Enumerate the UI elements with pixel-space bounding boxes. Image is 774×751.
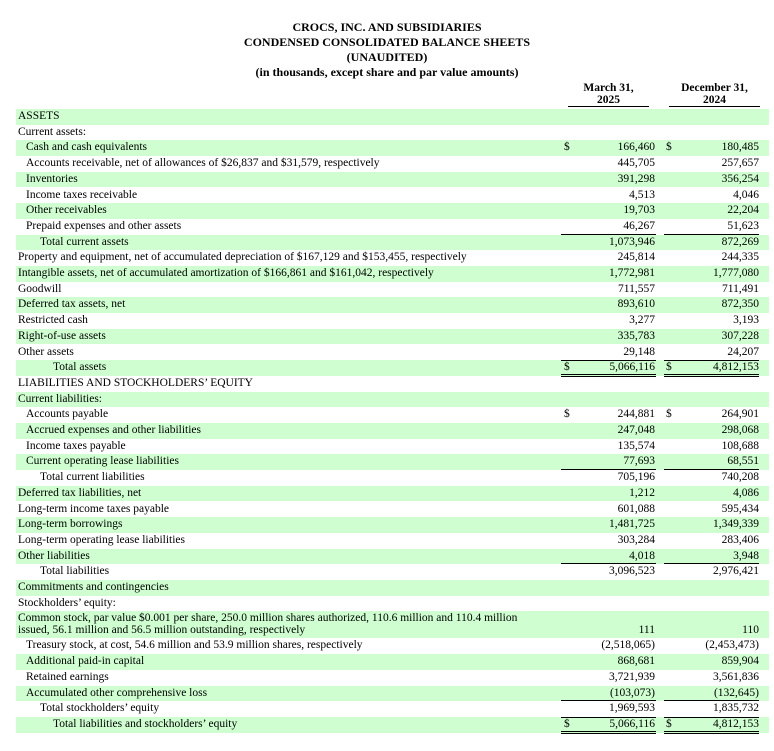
value-march-2025: 3,096,523 (609, 565, 655, 578)
table-row (16, 109, 769, 125)
value-march-2025: 3,721,939 (609, 670, 655, 683)
value-december-2024: 872,269 (721, 235, 759, 248)
value-march-2025: (2,518,065) (601, 639, 655, 652)
statement-header (0, 0, 774, 80)
value-december-2024: 4,086 (733, 486, 759, 499)
column-header-line: 2024 (703, 94, 726, 106)
row-label: Treasury stock, at cost, 54.6 million and 53.9 million shares, respectively (26, 639, 363, 652)
table-row (16, 250, 769, 266)
value-december-2024: 1,835,732 (713, 702, 759, 715)
value-march-2025: 77,693 (623, 455, 655, 468)
row-label: Accounts payable (26, 408, 109, 421)
table-row (16, 580, 769, 596)
row-label: Current operating lease liabilities (26, 455, 179, 468)
subtotal-rule (664, 360, 759, 361)
table-row (16, 701, 769, 717)
table-row (16, 611, 769, 638)
value-march-2025: 1,772,981 (609, 267, 655, 279)
value-december-2024: 257,657 (721, 157, 759, 170)
currency-symbol: $ (666, 717, 672, 730)
column-header-line: December 31, (681, 82, 748, 94)
value-march-2025: 303,284 (617, 533, 655, 546)
value-december-2024: (2,453,473) (705, 639, 759, 652)
table-row (16, 172, 769, 188)
row-label: Stockholders’ equity: (18, 596, 116, 609)
row-label: Property and equipment, net of accumulated depreciation of $167,129 and $153,455, respectively (18, 251, 467, 264)
table-row (16, 454, 769, 470)
row-label: Right-of-use assets (18, 329, 106, 342)
value-december-2024: 1,349,339 (713, 518, 759, 531)
table-row (16, 407, 769, 423)
value-march-2025: 3,277 (629, 314, 655, 327)
audit-status: (UNAUDITED) (346, 50, 428, 64)
table-row (16, 345, 769, 361)
row-label: Long-term income taxes payable (18, 502, 170, 515)
total-double-rule (561, 731, 656, 734)
row-label: Other assets (18, 345, 74, 358)
subtotal-rule (561, 717, 656, 718)
value-march-2025: 601,088 (617, 502, 655, 515)
table-row (16, 517, 769, 533)
value-december-2024: 108,688 (721, 439, 759, 452)
value-december-2024: 356,254 (721, 172, 759, 185)
value-december-2024: 24,207 (727, 345, 759, 358)
row-label: Total liabilities and stockholders’ equity (53, 717, 238, 730)
row-label: Prepaid expenses and other assets (26, 219, 182, 232)
statement-title: CONDENSED CONSOLIDATED BALANCE SHEETS (243, 35, 531, 49)
value-march-2025: 29,148 (623, 345, 655, 358)
row-label: Current liabilities: (18, 392, 102, 405)
table-row (16, 203, 769, 219)
value-december-2024: 283,406 (721, 533, 759, 546)
value-march-2025: 19,703 (623, 204, 655, 217)
value-march-2025: 868,681 (617, 655, 655, 668)
value-march-2025: 245,814 (617, 251, 655, 264)
total-double-rule (664, 731, 759, 734)
value-march-2025: 111 (638, 624, 655, 637)
value-march-2025: 1,481,725 (609, 518, 655, 531)
row-label: Cash and cash equivalents (26, 141, 148, 154)
subtotal-rule (664, 717, 759, 718)
row-label: Income taxes payable (26, 439, 126, 452)
table-row (16, 360, 769, 376)
table-row (16, 297, 769, 313)
value-march-2025: 445,705 (617, 157, 655, 170)
value-december-2024: 3,193 (733, 314, 759, 327)
table-row (16, 125, 769, 141)
value-december-2024: 2,976,421 (713, 565, 759, 578)
units-note: (in thousands, except share and par value amounts) (255, 65, 519, 79)
row-label: Additional paid-in capital (26, 655, 145, 668)
value-december-2024: 595,434 (721, 502, 759, 515)
value-march-2025: 5,066,116 (609, 361, 655, 374)
table-row (16, 470, 769, 486)
currency-symbol: $ (666, 361, 672, 374)
table-row (16, 282, 769, 298)
row-label: Total current assets (40, 235, 129, 248)
table-row (16, 670, 769, 686)
row-label: Goodwill (18, 282, 62, 295)
table-row (16, 188, 769, 204)
table-row (16, 549, 769, 565)
currency-symbol: $ (666, 408, 672, 421)
row-label: Long-term operating lease liabilities (18, 533, 186, 546)
column-header-line: March 31, (583, 82, 634, 94)
row-label: Total current liabilities (40, 471, 145, 484)
row-label: Retained earnings (26, 670, 109, 683)
subtotal-rule (561, 360, 656, 361)
value-december-2024: 51,623 (727, 219, 759, 232)
value-march-2025: 711,557 (618, 282, 655, 295)
value-march-2025: 1,969,593 (609, 702, 655, 715)
currency-symbol: $ (564, 361, 570, 374)
row-label: Accumulated other comprehensive loss (26, 686, 208, 699)
table-row (16, 533, 769, 549)
column-header-march-2025 (568, 82, 649, 107)
row-label: Total assets (53, 361, 107, 374)
value-march-2025: 4,018 (629, 549, 655, 562)
table-row (16, 235, 769, 251)
table-row (16, 502, 769, 518)
table-row (16, 392, 769, 408)
currency-symbol: $ (564, 717, 570, 730)
value-march-2025: 4,513 (629, 188, 655, 201)
value-december-2024: 4,046 (733, 188, 759, 201)
company-name: CROCS, INC. AND SUBSIDIARIES (292, 20, 482, 34)
value-march-2025: 391,298 (617, 172, 655, 185)
value-december-2024: 180,485 (721, 141, 759, 154)
currency-symbol: $ (666, 141, 672, 154)
value-december-2024: 4,812,153 (713, 717, 759, 730)
value-december-2024: 4,812,153 (713, 361, 759, 374)
value-december-2024: 298,068 (721, 424, 759, 436)
table-row (16, 596, 769, 612)
column-header-line: 2025 (597, 94, 620, 106)
value-december-2024: (132,645) (713, 686, 759, 699)
row-label: Total liabilities (40, 565, 110, 578)
row-label: Deferred tax assets, net (18, 298, 126, 311)
value-december-2024: 22,204 (727, 204, 759, 217)
row-label: Other liabilities (18, 549, 90, 562)
table-row (16, 313, 769, 329)
value-march-2025: 135,574 (617, 439, 655, 452)
row-label: Deferred tax liabilities, net (18, 486, 142, 499)
table-row (16, 486, 769, 502)
table-row (16, 654, 769, 670)
value-march-2025: 244,881 (617, 408, 655, 421)
value-march-2025: 705,196 (617, 471, 655, 484)
table-row (16, 439, 769, 455)
value-march-2025: 5,066,116 (609, 717, 655, 730)
value-december-2024: 68,551 (727, 455, 759, 468)
table-row (16, 376, 769, 392)
value-march-2025: 1,212 (629, 486, 655, 499)
table-row (16, 156, 769, 172)
table-row (16, 638, 769, 654)
row-label: Other receivables (26, 204, 107, 217)
row-label: ASSETS (18, 110, 60, 122)
value-march-2025: (103,073) (609, 686, 655, 699)
value-december-2024: 3,948 (733, 549, 759, 562)
currency-symbol: $ (564, 408, 570, 421)
table-row (16, 717, 769, 733)
row-label: Restricted cash (18, 314, 88, 327)
table-row (16, 219, 769, 235)
table-row (16, 329, 769, 345)
value-december-2024: 859,904 (721, 655, 759, 668)
value-december-2024: 264,901 (721, 408, 759, 421)
row-label: Accrued expenses and other liabilities (26, 424, 201, 436)
value-march-2025: 247,048 (617, 424, 655, 436)
row-label: Accounts receivable, net of allowances of $26,837 and $31,579, respectively (26, 157, 380, 170)
value-december-2024: 110 (742, 624, 759, 637)
value-december-2024: 307,228 (721, 329, 759, 342)
table-row (16, 140, 769, 156)
row-label: Long-term borrowings (18, 518, 123, 531)
row-label: Total stockholders’ equity (40, 702, 160, 715)
value-december-2024: 244,335 (721, 251, 759, 264)
row-label: Intangible assets, net of accumulated amortization of $166,861 and $161,042, respectively (18, 267, 434, 279)
currency-symbol: $ (564, 141, 570, 154)
column-header-december-2024 (669, 82, 760, 107)
value-december-2024: 3,561,836 (713, 670, 759, 683)
value-march-2025: 893,610 (617, 298, 655, 311)
value-march-2025: 335,783 (617, 329, 655, 342)
row-label: LIABILITIES AND STOCKHOLDERS’ EQUITY (18, 376, 253, 389)
value-december-2024: 711,491 (722, 282, 759, 295)
table-row (16, 266, 769, 282)
row-label: Common stock, par value $0.001 per share, 250.0 million shares authorized, 110.6 million and 110.4 million issued, 56.1 million and 56.5 million outstanding, respectively (18, 612, 518, 637)
row-label: Income taxes receivable (26, 188, 138, 201)
row-label: Commitments and contingencies (18, 581, 169, 593)
value-december-2024: 1,777,080 (713, 267, 759, 279)
row-label: Inventories (26, 172, 78, 185)
value-december-2024: 740,208 (721, 471, 759, 484)
table-row (16, 423, 769, 439)
value-march-2025: 46,267 (623, 219, 655, 232)
value-march-2025: 1,073,946 (609, 235, 655, 248)
table-row (16, 564, 769, 580)
row-label: Current assets: (18, 125, 87, 138)
value-december-2024: 872,350 (721, 298, 759, 311)
table-row (16, 686, 769, 702)
value-march-2025: 166,460 (617, 141, 655, 154)
